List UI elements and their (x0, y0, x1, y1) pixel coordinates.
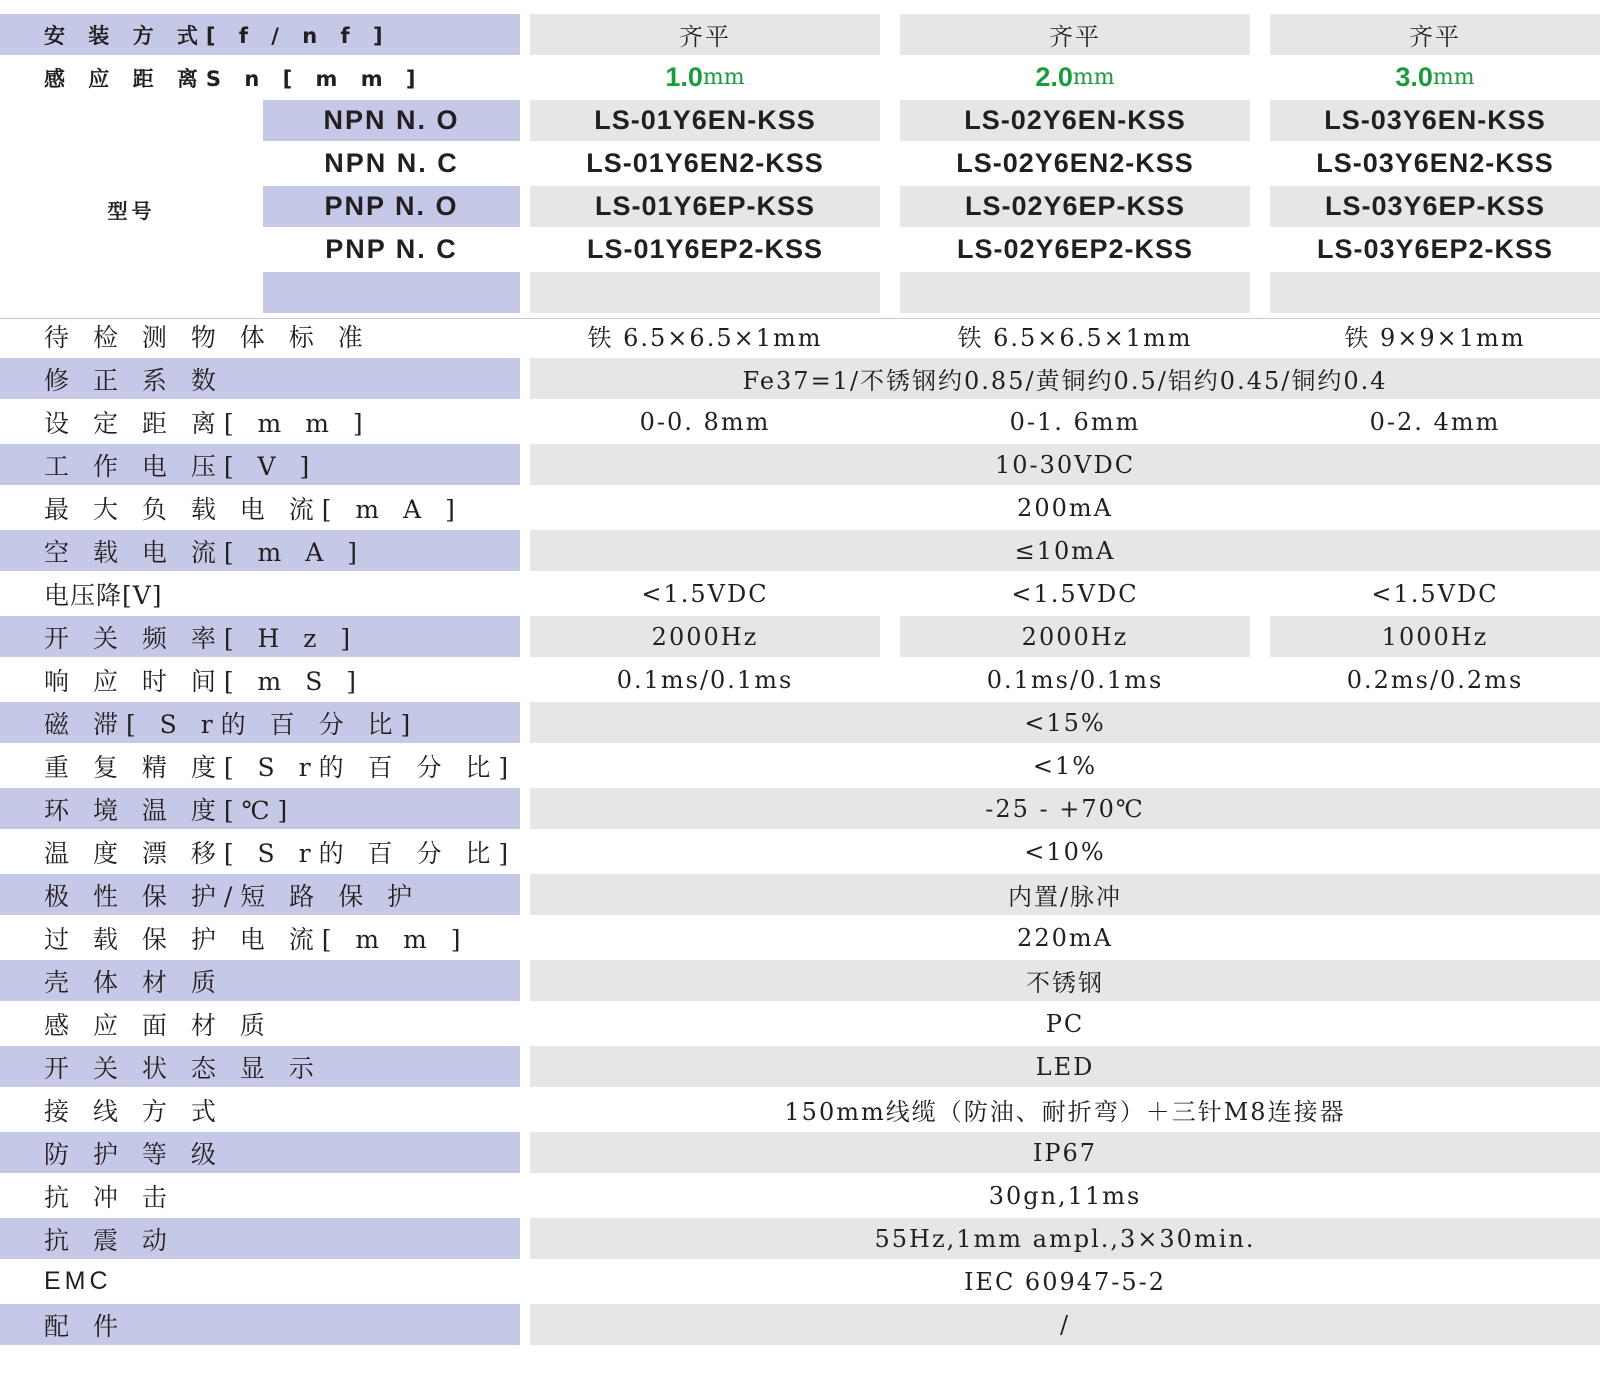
spec-label-connection: 接 线 方 式 (44, 1096, 224, 1126)
model-empty-cell-3 (1270, 272, 1600, 313)
spec-label-response: 响 应 时 间[ m S ] (44, 666, 365, 696)
spec-label-shock: 抗 冲 击 (44, 1182, 175, 1212)
spec-value-max-load: 200mA (1017, 493, 1113, 522)
spec-label-protection: 极 性 保 护/短 路 保 护 (0, 874, 520, 915)
spec-value-hysteresis: <15% (530, 702, 1600, 743)
model-npn-nc-2: LS-02Y6EN2-KSS (956, 148, 1194, 178)
spec-value-frequency-2: 2000Hz (900, 616, 1250, 657)
spec-value-setting-distance-2: 0-1. 6mm (1009, 407, 1141, 436)
spec-label-ambient-temp: 环 境 温 度[℃] (0, 788, 520, 829)
spec-value-ambient-temp: -25 - +70℃ (530, 788, 1600, 829)
model-type-npn-nc: NPN N. C (324, 148, 459, 178)
spec-label-vibration: 抗 震 动 (0, 1218, 520, 1259)
spec-value-frequency-1: 2000Hz (530, 616, 880, 657)
spec-label-target: 待 检 测 物 体 标 准 (44, 322, 371, 352)
spec-label-ip-rating: 防 护 等 级 (0, 1132, 520, 1173)
spec-value-shock: 30gn,11ms (988, 1181, 1142, 1210)
spec-value-voltage-drop-2: <1.5VDC (1011, 579, 1139, 608)
distance-value-1: 1.0 mm (665, 62, 745, 92)
spec-value-overload: 220mA (1017, 923, 1113, 952)
spec-label-setting-distance: 设 定 距 离[ m m ] (44, 408, 371, 438)
spec-value-connection: 150mm线缆（防油、耐折弯）＋三针M8连接器 (784, 1098, 1346, 1126)
distance-value-2: 2.0 mm (1035, 62, 1115, 92)
spec-value-no-load: ≤10mA (530, 530, 1600, 571)
spec-label-voltage: 工 作 电 压[ V ] (0, 444, 520, 485)
mount-value-2: 齐平 (900, 14, 1250, 55)
spec-label-max-load: 最 大 负 载 电 流[ m A ] (44, 494, 463, 524)
model-npn-nc-3: LS-03Y6EN2-KSS (1316, 148, 1554, 178)
model-pnp-no-2: LS-02Y6EP-KSS (900, 186, 1250, 227)
distance-label: 感 应 距 离S n [ m m ] (44, 66, 424, 91)
spec-value-response-1: 0.1ms/0.1ms (616, 665, 794, 694)
model-npn-nc-1: LS-01Y6EN2-KSS (586, 148, 824, 178)
mount-label: 安 装 方 式[ f / n f ] (0, 14, 520, 55)
spec-value-response-2: 0.1ms/0.1ms (986, 665, 1164, 694)
model-npn-no-3: LS-03Y6EN-KSS (1270, 100, 1600, 141)
spec-value-vibration: 55Hz,1mm ampl.,3×30min. (530, 1218, 1600, 1259)
model-empty-cell-1 (530, 272, 880, 313)
spec-label-sensing-face: 感 应 面 材 质 (44, 1010, 273, 1040)
spec-value-voltage-drop-3: <1.5VDC (1371, 579, 1499, 608)
spec-value-repeatability: <1% (1032, 751, 1098, 780)
spec-value-ip-rating: IP67 (530, 1132, 1600, 1173)
spec-label-no-load: 空 载 电 流[ m A ] (0, 530, 520, 571)
spec-value-emc: IEC 60947-5-2 (963, 1267, 1167, 1296)
model-pnp-nc-2: LS-02Y6EP2-KSS (956, 234, 1194, 264)
spec-value-sensing-face: PC (1045, 1009, 1085, 1038)
spec-value-accessories: / (530, 1304, 1600, 1345)
model-empty-cell-2 (900, 272, 1250, 313)
spec-label-overload: 过 载 保 护 电 流[ m m ] (44, 924, 469, 954)
model-npn-no-2: LS-02Y6EN-KSS (900, 100, 1250, 141)
spec-value-voltage: 10-30VDC (530, 444, 1600, 485)
model-type-pnp-no: PNP N. O (263, 186, 520, 227)
model-type-npn-no: NPN N. O (263, 100, 520, 141)
model-pnp-nc-3: LS-03Y6EP2-KSS (1316, 234, 1554, 264)
model-npn-no-1: LS-01Y6EN-KSS (530, 100, 880, 141)
spec-label-temp-drift: 温 度 漂 移[ S r的 百 分 比] (44, 838, 517, 868)
model-pnp-no-1: LS-01Y6EP-KSS (530, 186, 880, 227)
spec-label-indicator: 开 关 状 态 显 示 (0, 1046, 520, 1087)
mount-value-1: 齐平 (530, 14, 880, 55)
spec-value-target-1: 铁 6.5×6.5×1mm (587, 324, 823, 352)
spec-label-repeatability: 重 复 精 度[ S r的 百 分 比] (44, 752, 517, 782)
spec-label-voltage-drop: 电压降[V] (44, 580, 163, 610)
spec-label-correction: 修 正 系 数 (0, 358, 520, 399)
spec-value-setting-distance-3: 0-2. 4mm (1369, 407, 1501, 436)
spec-value-target-3: 铁 9×9×1mm (1344, 324, 1526, 352)
model-empty-band (263, 272, 520, 313)
model-type-pnp-nc: PNP N. C (325, 234, 458, 264)
spec-label-accessories: 配 件 (0, 1304, 520, 1345)
spec-value-voltage-drop-1: <1.5VDC (641, 579, 769, 608)
spec-value-correction: Fe37=1/不锈钢约0.85/黄铜约0.5/铝约0.45/铜约0.4 (530, 358, 1600, 399)
spec-value-response-3: 0.2ms/0.2ms (1346, 665, 1524, 694)
spec-value-temp-drift: <10% (1024, 837, 1106, 866)
spec-value-housing: 不锈钢 (530, 960, 1600, 1001)
spec-label-frequency: 开 关 频 率[ H z ] (0, 616, 520, 657)
mount-value-3: 齐平 (1270, 14, 1600, 55)
model-pnp-nc-1: LS-01Y6EP2-KSS (586, 234, 824, 264)
spec-label-emc: EMC (44, 1267, 112, 1295)
model-label: 型号 (107, 199, 156, 223)
distance-value-3: 3.0 mm (1395, 62, 1475, 92)
spec-label-housing: 壳 体 材 质 (0, 960, 520, 1001)
spec-value-frequency-3: 1000Hz (1270, 616, 1600, 657)
spec-value-indicator: LED (530, 1046, 1600, 1087)
spec-label-hysteresis: 磁 滞[ S r的 百 分 比] (0, 702, 520, 743)
model-pnp-no-3: LS-03Y6EP-KSS (1270, 186, 1600, 227)
spec-value-setting-distance-1: 0-0. 8mm (639, 407, 771, 436)
spec-value-target-2: 铁 6.5×6.5×1mm (957, 324, 1193, 352)
spec-value-protection: 内置/脉冲 (530, 874, 1600, 915)
